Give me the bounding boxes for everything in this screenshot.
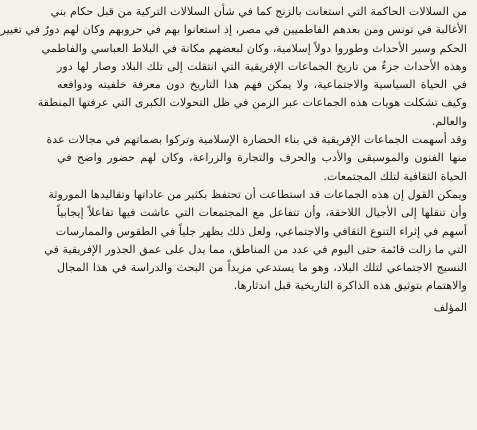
text-line: الحياة الثقافية لتلك المجتمعات. <box>323 169 467 183</box>
text-line: والعالم. <box>431 114 467 128</box>
text-line: النسيج الاجتماعي لتلك البلاد، وهو ما يستدعي مزيداً من البحث والدراسة في هذا المجال <box>57 261 467 275</box>
text-line: منها الفنون والموسيقى والأدب والحرف والتجارة والزراعة، وكان لهم حضور واضح في <box>57 151 467 165</box>
paragraph-1 <box>0 3 467 131</box>
text-line: الأغالبة في تونس ومن بعدهم الفاطميين في مصر، إذ استعانوا بهم في حروبهم وكان لهم دورٌ في تغيير <box>0 23 467 37</box>
text-line: وأن تنقلها إلى الأجيال اللاحقة، وأن تتفاعل مع المجتمعات التي عاشت فيها تفاعلاً إيجابياً <box>57 206 467 220</box>
text-line: وقد أسهمت الجماعات الإفريقية في بناء الحضارة الإسلامية وتركوا بصماتهم في مجالات عدة <box>46 133 467 147</box>
text-line: أسهم في إثراء التنوع الثقافي والاجتماعي، ولعل ذلك يظهر جلياً في الطقوس والممارسات <box>55 224 467 238</box>
text-line: ويمكن القول إن هذه الجماعات قد استطاعت أن تحتفظ بكثير من عاداتها وتقاليدها الموروثة <box>48 187 467 201</box>
paragraph-3 <box>44 186 467 296</box>
text-line: من السلالات الحاكمة التي استعانت بالزنج كما في شأن السلالات التركية من قبل حكام بني <box>50 5 467 18</box>
text-line: والاهتمام بتوثيق هذه الذاكرة التاريخية قبل اندثارها. <box>233 279 467 293</box>
text-line: وكيف تشكلت هويات هذه الجماعات عبر الزمن في ظل التحولات الكبرى التي عرفتها المنطقة <box>37 96 467 110</box>
paragraph-2 <box>46 131 467 186</box>
footer-label: المؤلف <box>433 300 467 314</box>
text-line: في الحياة السياسية والاجتماعية، ولا يمكن فهم هذا التاريخ دون معرفة خلفيته ودوافعه <box>57 78 467 92</box>
text-line: وهذه الأحداث جزءٌ من تاريخ الجماعات الإفريقية التي انتقلت إلى تلك البلاد وصار لها دور <box>57 59 467 73</box>
text-line: التي ما زالت قائمة حتى اليوم في عدد من المناطق، مما يدل على عمق الجذور الإفريقية في <box>44 242 467 256</box>
text-line: الحكم وسير الأحداث وطوروا دولاً إسلامية، وكان لبعضهم مكانة في البلاط العباسي والفاطمي <box>41 41 467 55</box>
